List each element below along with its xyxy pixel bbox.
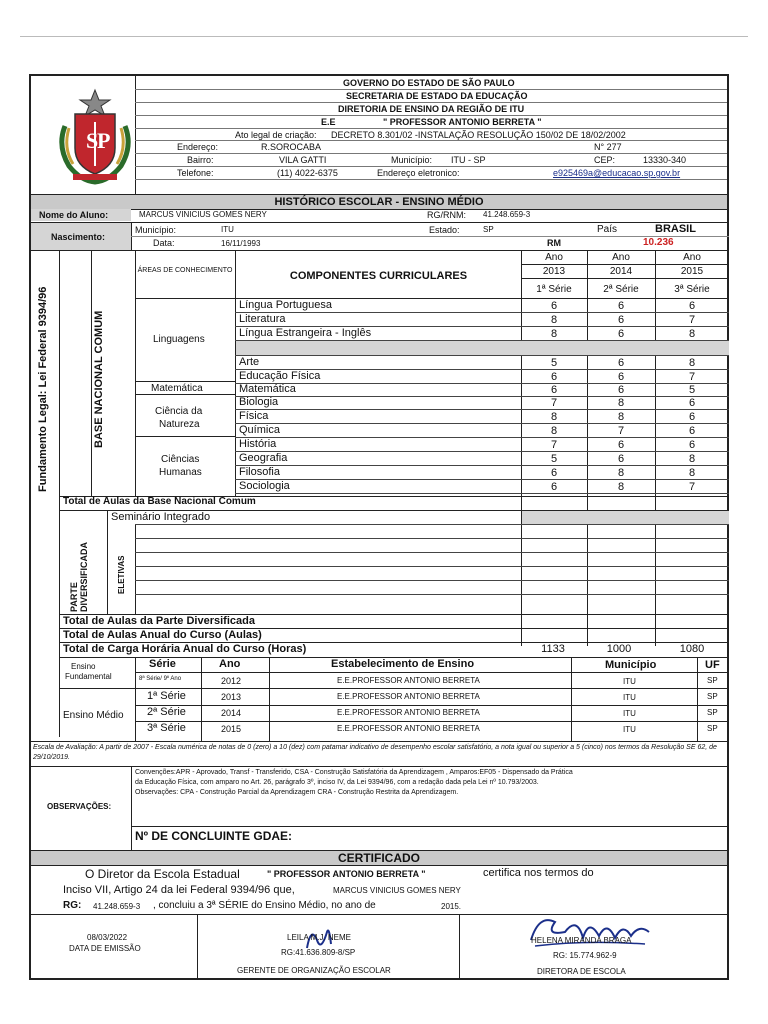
municipio-value: ITU - SP: [451, 155, 486, 165]
medio-serie: 2ª Série: [147, 706, 186, 718]
grade-2013: 7: [550, 397, 558, 409]
bairro-label: Bairro:: [187, 155, 214, 165]
total-base-label: Total de Aulas da Base Nacional Comum: [63, 496, 256, 507]
ano-label-2: Ano: [612, 252, 630, 263]
ato-legal-value: DECRETO 8.301/02 -INSTALAÇÃO RESOLUÇÃO 150/02 DE 18/02/2002: [331, 130, 626, 140]
document-page: [29, 74, 729, 980]
escala-avaliacao: Escala de Avaliação: A partir de 2007 - Escala numérica de notas de 0 (zero) a 10 (dez) com patamar indicativo de desempenho escolar satisfatório, a nota igual ou superior a 5 (cinco) nos termos da Resolução SE 62, de 29/10/2019.: [33, 744, 717, 761]
medio-mun: ITU: [623, 725, 636, 734]
fund-estab: E.E.PROFESSOR ANTONIO BERRETA: [337, 676, 480, 685]
cep-value: 13330-340: [643, 155, 687, 165]
carga-2014: 1000: [606, 643, 632, 655]
grade-2013: 8: [550, 411, 558, 423]
area-ciencia-2: Natureza: [159, 419, 200, 430]
medio-estab: E.E.PROFESSOR ANTONIO BERRETA: [337, 692, 480, 701]
diretora-rg: RG: 15.774.962-9: [553, 951, 617, 960]
nasc-estado: SP: [483, 225, 494, 234]
carga-2013: 1133: [541, 643, 565, 655]
medio-label: Ensino Médio: [63, 710, 124, 721]
fund-uf: SP: [707, 676, 718, 685]
medio-uf: SP: [707, 724, 718, 733]
subject-name: Língua Estrangeira - Inglês: [239, 327, 372, 339]
medio-serie: 1ª Série: [147, 690, 186, 702]
uf-header: UF: [705, 659, 720, 671]
grade-2014: 6: [617, 328, 625, 340]
grade-2014: 6: [617, 371, 625, 383]
cep-label: CEP:: [594, 155, 616, 165]
gerente-name: LEILA M.J. NEME: [287, 933, 352, 942]
emission-date-label: DATA DE EMISSÃO: [69, 944, 141, 953]
grade-2014: 8: [617, 397, 625, 409]
nasc-municipio-label: Município:: [135, 225, 177, 235]
componentes-label: COMPONENTES CURRICULARES: [289, 270, 468, 282]
diretoria-title: DIRETORIA DE ENSINO DA REGIÃO DE ITU: [338, 104, 525, 114]
data-label: Data:: [153, 238, 175, 248]
fund-serie: 8ª Série/ 9º Ano: [139, 676, 182, 682]
year-3: 2015: [680, 266, 704, 277]
carga-2015: 1080: [679, 643, 705, 655]
telefone-value: (11) 4022-6375: [277, 168, 338, 178]
obs-line-1: Convenções:APR - Aprovado, Transf - Transferido, CSA - Construção Satisfatória da Aprendizagem , Amparos:EF05 - Dispensado da Prática: [135, 769, 573, 776]
grade-2013: 6: [550, 371, 558, 383]
grade-2013: 5: [550, 453, 558, 465]
grade-2015: 7: [688, 314, 696, 326]
subject-name: Arte: [239, 356, 260, 368]
ano-header: Ano: [219, 658, 241, 670]
cert-text-2: certifica nos termos do: [483, 867, 594, 879]
gov-title: GOVERNO DO ESTADO DE SÃO PAULO: [343, 78, 515, 88]
year-2: 2014: [609, 266, 633, 277]
grade-2015: 8: [688, 467, 696, 479]
grade-2014: 6: [617, 439, 625, 451]
numero-value: N° 277: [594, 142, 622, 152]
diretora-signature-icon: [525, 910, 655, 954]
endereco-label: Endereço:: [177, 142, 219, 152]
grade-2013: 6: [550, 300, 558, 312]
grade-2015: 6: [688, 300, 696, 312]
certificado-title: CERTIFICADO: [31, 850, 727, 866]
area-linguagens: Linguagens: [153, 334, 205, 345]
cert-student-name: MARCUS VINICIUS GOMES NERY: [333, 886, 461, 895]
area-humanas-2: Humanas: [159, 467, 202, 478]
total-carga-label: Total de Carga Horária Anual do Curso (Horas): [63, 643, 307, 655]
fund-mun: ITU: [623, 677, 636, 686]
endereco-value: R.SOROCABA: [261, 142, 322, 152]
top-rule: [20, 36, 748, 37]
year-1: 2013: [542, 266, 566, 277]
email-label: Endereço eletronico:: [377, 168, 460, 178]
gerente-title: GERENTE DE ORGANIZAÇÃO ESCOLAR: [237, 966, 391, 975]
gerente-rg: RG:41.636.809-8/SP: [281, 948, 356, 957]
medio-estab: E.E.PROFESSOR ANTONIO BERRETA: [337, 708, 480, 717]
medio-uf: SP: [707, 708, 718, 717]
cert-text-4: , concluiu a 3ª SÉRIE do Ensino Médio, no ano de: [153, 900, 376, 911]
grade-2015: 8: [688, 453, 696, 465]
area-humanas-1: Ciências: [161, 454, 200, 465]
grade-2013: 6: [550, 384, 558, 396]
cert-school: " PROFESSOR ANTONIO BERRETA ": [267, 869, 426, 879]
fund-ano: 2012: [221, 676, 242, 686]
nascimento-label: Nascimento:: [51, 232, 106, 242]
ano-label-1: Ano: [545, 252, 563, 263]
obs-line-3: Observações: CPA - Construção Parcial da Aprendizagem CRA - Construção Restrita da Aprendizagem.: [135, 789, 459, 796]
grade-2015: 7: [688, 371, 696, 383]
grade-2015: 8: [688, 328, 696, 340]
subject-name: Física: [239, 410, 269, 422]
subject-name: Geografia: [239, 452, 288, 464]
grade-2013: 8: [550, 328, 558, 340]
subject-name: Matemática: [239, 383, 296, 395]
school-name: " PROFESSOR ANTONIO BERRETA ": [383, 117, 542, 127]
subject-name: Literatura: [239, 313, 286, 325]
grade-2014: 6: [617, 453, 625, 465]
cert-year: 2015.: [441, 902, 462, 911]
grade-2014: 7: [617, 425, 625, 437]
cert-rg-label: RG:: [63, 900, 82, 911]
subject-name: Filosofia: [239, 466, 280, 478]
medio-ano: 2015: [221, 724, 242, 734]
birth-date: 16/11/1993: [221, 239, 261, 248]
grade-2014: 8: [617, 467, 625, 479]
diretora-title: DIRETORA DE ESCOLA: [537, 967, 626, 976]
medio-estab: E.E.PROFESSOR ANTONIO BERRETA: [337, 724, 480, 733]
bairro-value: VILA GATTI: [279, 155, 327, 165]
nasc-municipio: ITU: [221, 225, 234, 234]
eletivas-label: ELETIVAS: [117, 555, 126, 594]
gdae-label: Nº DE CONCLUINTE GDAE:: [135, 829, 293, 843]
seminario-label: Seminário Integrado: [111, 511, 211, 523]
grade-2014: 6: [617, 384, 625, 396]
grade-2015: 5: [688, 384, 696, 396]
area-ciencia-1: Ciência da: [155, 406, 203, 417]
state-coat-of-arms-icon: [55, 86, 135, 186]
secretaria-title: SECRETARIA DE ESTADO DA EDUCAÇÃO: [346, 91, 528, 101]
ee-prefix: E.E: [321, 117, 336, 127]
grade-2013: 6: [550, 467, 558, 479]
grade-2014: 6: [617, 357, 625, 369]
grade-2014: 6: [617, 314, 625, 326]
student-name-label: Nome do Aluno:: [39, 210, 109, 220]
svg-text:P: P: [97, 128, 111, 153]
grade-2013: 8: [550, 425, 558, 437]
telefone-label: Telefone:: [177, 168, 214, 178]
grade-2013: 6: [550, 481, 558, 493]
email-link[interactable]: e925469a@educacao.sp.gov.br: [553, 168, 681, 178]
base-nacional-label: BASE NACIONAL COMUM: [93, 310, 105, 448]
grade-2014: 6: [617, 300, 625, 312]
grade-2015: 6: [688, 439, 696, 451]
rm-value: 10.236: [643, 237, 674, 248]
medio-mun: ITU: [623, 693, 636, 702]
fund-label-1: Ensino: [71, 662, 96, 671]
municipio-header: Município: [605, 659, 657, 671]
grade-2014: 8: [617, 411, 625, 423]
medio-mun: ITU: [623, 709, 636, 718]
serie-header: Série: [149, 658, 176, 670]
rg-value: 41.248.659-3: [483, 210, 531, 219]
cert-rg: 41.248.659-3: [93, 902, 141, 911]
medio-uf: SP: [707, 692, 718, 701]
grade-2013: 8: [550, 314, 558, 326]
fundamento-legal: Fundamento Legal: Lei Federal 9394/96: [37, 286, 49, 492]
observacoes-label: OBSERVAÇÕES:: [47, 802, 112, 811]
total-div-label: Total de Aulas da Parte Diversificada: [63, 615, 255, 627]
fund-label-2: Fundamental: [65, 672, 112, 681]
diretora-name: HELENA MIRANDA BRAGA: [531, 936, 632, 945]
emission-date: 08/03/2022: [87, 933, 128, 942]
subject-name: Sociologia: [239, 480, 290, 492]
grade-2014: 8: [617, 481, 625, 493]
medio-ano: 2013: [221, 692, 242, 702]
areas-label: ÁREAS DE CONHECIMENTO: [137, 267, 233, 274]
cert-text-3: Inciso VII, Artigo 24 da lei Federal 9394/96 que,: [63, 884, 295, 896]
grade-2015: 7: [688, 481, 696, 493]
area-matematica: Matemática: [151, 383, 203, 394]
nasc-estado-label: Estado:: [429, 225, 460, 235]
pais-label: País: [597, 224, 618, 235]
subject-name: História: [239, 438, 277, 450]
medio-serie: 3ª Série: [147, 722, 186, 734]
ano-label-3: Ano: [683, 252, 701, 263]
header: [31, 76, 727, 195]
grade-2015: 8: [688, 357, 696, 369]
svg-text:S: S: [86, 128, 99, 153]
total-anual-label: Total de Aulas Anual do Curso (Aulas): [63, 629, 262, 641]
cert-text-1: O Diretor da Escola Estadual: [85, 867, 240, 881]
rm-label: RM: [547, 238, 561, 248]
subject-name: Biologia: [239, 396, 279, 408]
ato-legal-label: Ato legal de criação:: [235, 130, 317, 140]
subject-name: Educação Física: [239, 370, 321, 382]
medio-ano: 2014: [221, 708, 242, 718]
serie-3: 3ª Série: [674, 284, 710, 295]
subject-name: Língua Portuguesa: [239, 299, 332, 311]
grade-2013: 7: [550, 439, 558, 451]
obs-line-2: da Educação Física, com amparo no Art. 26, parágrafo 3º, inciso IV, da Lei 9394/96, com a redação dada pela Lei nº 10.793/2003.: [135, 779, 539, 786]
municipio-label: Município:: [391, 155, 433, 165]
estab-header: Estabelecimento de Ensino: [331, 658, 475, 670]
grade-2013: 5: [550, 357, 558, 369]
section-title: HISTÓRICO ESCOLAR - ENSINO MÉDIO: [31, 194, 727, 210]
serie-1: 1ª Série: [536, 284, 572, 295]
rg-label: RG/RNM:: [427, 210, 466, 220]
header-divider: [135, 76, 136, 194]
pais-value: BRASIL: [655, 223, 696, 235]
grade-2015: 6: [688, 411, 696, 423]
student-name: MARCUS VINICIUS GOMES NERY: [139, 210, 267, 219]
subject-name: Química: [239, 424, 280, 436]
grade-2015: 6: [688, 425, 696, 437]
parte-diversificada-label: PARTE DIVERSIFICADA: [69, 541, 89, 612]
serie-2: 2ª Série: [603, 284, 639, 295]
grade-2015: 6: [688, 397, 696, 409]
